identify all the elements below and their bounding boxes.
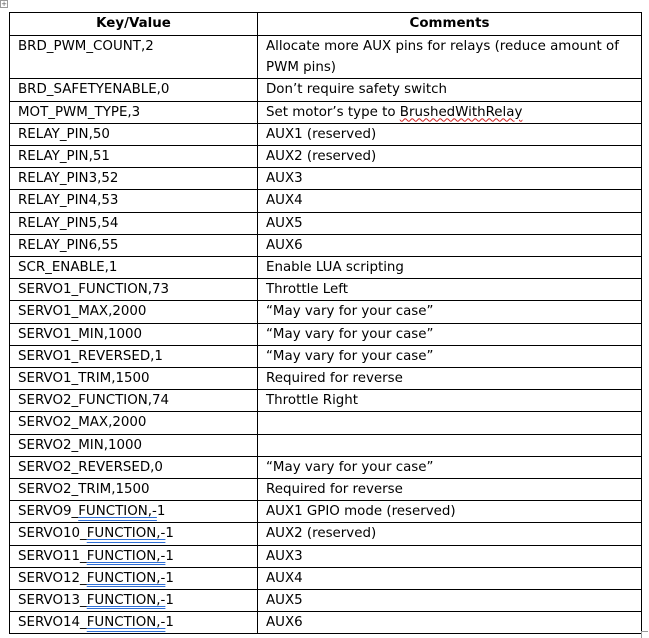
key-grammar-flagged-text: FUNCTION,-: [86, 570, 166, 586]
key-grammar-flagged-text: FUNCTION,-: [86, 548, 166, 564]
key-value-cell[interactable]: [10, 590, 258, 612]
table-row: [10, 456, 642, 478]
key-text: SERVO10_: [18, 526, 87, 542]
table-row: [10, 368, 642, 390]
comment-text: Throttle Right: [266, 393, 359, 409]
key-grammar-flagged-text: FUNCTION,-: [78, 504, 157, 520]
comment-text: Required for reverse: [266, 371, 403, 387]
comment-cell[interactable]: [258, 456, 642, 478]
key-text: SERVO1_TRIM,1500: [18, 371, 150, 387]
key-grammar-flagged-text: FUNCTION,-: [86, 526, 166, 542]
key-text: SERVO1_MAX,2000: [18, 304, 147, 320]
key-value-cell[interactable]: [10, 501, 258, 523]
table-row: [10, 390, 642, 412]
comment-cell[interactable]: [258, 79, 642, 101]
key-text: BRD_PWM_COUNT,2: [18, 39, 154, 54]
table-row: [10, 301, 642, 323]
key-value-cell[interactable]: [10, 212, 258, 234]
table-row: [10, 101, 642, 123]
comment-cell[interactable]: [258, 101, 642, 123]
table-row: [10, 146, 642, 168]
comment-cell[interactable]: [258, 190, 642, 212]
comment-cell[interactable]: [258, 168, 642, 190]
key-value-cell[interactable]: [10, 345, 258, 367]
comment-text: AUX3: [266, 171, 303, 187]
comment-text: AUX2 (reserved): [266, 526, 377, 542]
parameters-table: [9, 12, 642, 634]
key-text: RELAY_PIN5,54: [18, 215, 119, 231]
comment-cell[interactable]: [258, 612, 642, 634]
key-value-cell[interactable]: [10, 279, 258, 301]
key-text: SCR_ENABLE,1: [18, 260, 118, 276]
key-suffix-text: 1: [165, 548, 174, 564]
key-text: SERVO14_: [18, 615, 87, 631]
comment-text: AUX2 (reserved): [266, 149, 377, 165]
comment-text: Allocate more AUX pins for relays (reduce amount of PWM pins): [266, 39, 619, 76]
comment-text: “May vary for your case”: [266, 459, 434, 475]
key-grammar-flagged-text: FUNCTION,-: [86, 615, 166, 631]
table-row: [10, 434, 642, 456]
comment-cell[interactable]: [258, 123, 642, 145]
key-value-cell[interactable]: [10, 523, 258, 545]
comment-cell[interactable]: [258, 146, 642, 168]
table-row: [10, 323, 642, 345]
key-text: RELAY_PIN6,55: [18, 237, 119, 253]
comment-cell[interactable]: [258, 279, 642, 301]
comment-cell[interactable]: [258, 590, 642, 612]
key-text: SERVO9_: [18, 504, 79, 520]
comment-text: Required for reverse: [266, 482, 403, 498]
key-text: SERVO2_MAX,2000: [18, 415, 147, 431]
table-row: [10, 345, 642, 367]
table-row: [10, 567, 642, 589]
key-text: SERVO1_REVERSED,1: [18, 348, 163, 364]
table-row: [10, 523, 642, 545]
key-text: SERVO2_MIN,1000: [18, 437, 143, 453]
table-row: [10, 501, 642, 523]
key-text: RELAY_PIN3,52: [18, 171, 119, 187]
key-value-cell[interactable]: [10, 123, 258, 145]
table-row: [10, 479, 642, 501]
key-value-cell[interactable]: [10, 479, 258, 501]
key-text: SERVO1_MIN,1000: [18, 326, 143, 342]
comment-spellcheck-flagged-text: BrushedWithRelay: [399, 104, 523, 120]
table-body: [10, 36, 642, 634]
comment-cell[interactable]: [258, 412, 642, 434]
comment-cell[interactable]: [258, 501, 642, 523]
key-value-cell[interactable]: [10, 390, 258, 412]
key-text: RELAY_PIN,50: [18, 126, 110, 142]
comment-text: Set motor’s type to: [266, 104, 400, 120]
comment-cell[interactable]: [258, 567, 642, 589]
comment-cell[interactable]: [258, 434, 642, 456]
table-move-handle-icon[interactable]: +: [1, 0, 7, 8]
table-row: [10, 412, 642, 434]
key-text: SERVO12_: [18, 570, 87, 586]
comment-text: “May vary for your case”: [266, 348, 434, 364]
key-suffix-text: 1: [156, 504, 166, 520]
comment-text: AUX1 GPIO mode (reserved): [266, 504, 456, 520]
key-suffix-text: 1: [165, 570, 174, 586]
comment-text: AUX6: [266, 237, 303, 253]
comment-cell[interactable]: [258, 257, 642, 279]
comment-text: Enable LUA scripting: [266, 260, 404, 276]
key-value-cell[interactable]: [10, 545, 258, 567]
key-value-cell[interactable]: [10, 146, 258, 168]
key-value-cell[interactable]: [10, 190, 258, 212]
key-text: SERVO13_: [18, 593, 87, 609]
table-row: [10, 545, 642, 567]
comment-text: AUX4: [266, 570, 303, 586]
key-grammar-flagged-text: FUNCTION,-: [86, 593, 166, 609]
comment-text: AUX5: [266, 215, 303, 231]
comment-cell[interactable]: [258, 323, 642, 345]
table-row: [10, 190, 642, 212]
comment-cell[interactable]: [258, 479, 642, 501]
comment-text: AUX6: [266, 615, 303, 631]
key-text: SERVO1_FUNCTION,73: [18, 282, 170, 298]
table-header-row: [10, 13, 642, 36]
key-value-cell[interactable]: [10, 257, 258, 279]
key-text: SERVO11_: [18, 548, 87, 564]
table-resize-handle[interactable]: [641, 631, 648, 638]
key-text: SERVO2_FUNCTION,74: [18, 393, 170, 409]
comment-cell[interactable]: [258, 36, 642, 79]
key-value-cell[interactable]: [10, 79, 258, 101]
key-value-cell[interactable]: [10, 323, 258, 345]
key-value-cell[interactable]: [10, 234, 258, 256]
key-value-cell[interactable]: [10, 368, 258, 390]
comment-text: “May vary for your case”: [266, 304, 434, 320]
table-row: [10, 212, 642, 234]
key-value-cell[interactable]: [10, 612, 258, 634]
table-row: [10, 79, 642, 101]
comment-text: Don’t require safety switch: [266, 82, 447, 98]
key-value-cell[interactable]: [10, 456, 258, 478]
key-value-cell[interactable]: [10, 567, 258, 589]
header-key-value: Key/Value: [10, 13, 258, 36]
key-text: RELAY_PIN,51: [18, 149, 110, 165]
comment-cell[interactable]: [258, 390, 642, 412]
table-row: [10, 257, 642, 279]
header-comments: Comments: [258, 13, 642, 36]
key-value-cell[interactable]: [10, 36, 258, 79]
key-text: SERVO2_TRIM,1500: [18, 482, 150, 498]
table-row: [10, 590, 642, 612]
comment-text: AUX4: [266, 193, 303, 209]
table-row: [10, 234, 642, 256]
comment-cell[interactable]: [258, 345, 642, 367]
comment-text: AUX1 (reserved): [266, 126, 377, 142]
table-row: [10, 36, 642, 79]
table-row: [10, 279, 642, 301]
key-value-cell[interactable]: [10, 434, 258, 456]
key-text: RELAY_PIN4,53: [18, 193, 119, 209]
table-row: [10, 168, 642, 190]
table-row: [10, 123, 642, 145]
table-row: [10, 612, 642, 634]
key-value-cell[interactable]: [10, 101, 258, 123]
key-suffix-text: 1: [165, 593, 174, 609]
comment-cell[interactable]: [258, 234, 642, 256]
key-text: MOT_PWM_TYPE,3: [18, 104, 141, 120]
comment-cell[interactable]: [258, 301, 642, 323]
comment-text: AUX3: [266, 548, 303, 564]
key-value-cell[interactable]: [10, 301, 258, 323]
key-text: BRD_SAFETYENABLE,0: [18, 82, 170, 98]
comment-cell[interactable]: [258, 368, 642, 390]
comment-text: Throttle Left: [266, 282, 348, 298]
comment-text: “May vary for your case”: [266, 326, 434, 342]
key-suffix-text: 1: [165, 526, 174, 542]
comment-text: AUX5: [266, 593, 303, 609]
key-text: SERVO2_REVERSED,0: [18, 459, 163, 475]
key-value-cell[interactable]: [10, 412, 258, 434]
key-suffix-text: 1: [165, 615, 174, 631]
comment-cell[interactable]: [258, 523, 642, 545]
comment-cell[interactable]: [258, 212, 642, 234]
key-value-cell[interactable]: [10, 168, 258, 190]
comment-cell[interactable]: [258, 545, 642, 567]
